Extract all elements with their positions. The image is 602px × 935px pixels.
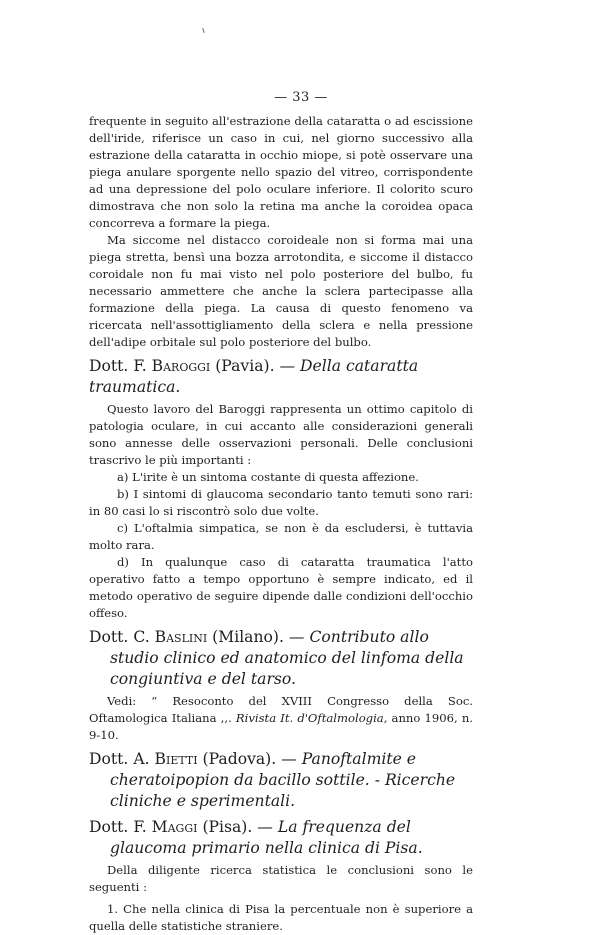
entry-dott: Dott. F. (89, 357, 152, 375)
paragraph-3: Questo lavoro del Baroggi rappresenta un ottimo capitolo di patologia oculare, in cui accanto alle considerazioni generali sono annesse delle osservazioni personali. Delle conclusioni trascrivo le più importanti : (89, 402, 473, 467)
paragraph-1: frequente in seguito all'estrazione della cataratta o ad escissione dell'iride, riferisce un caso in cui, nel giorno successivo alla estrazione della cataratta in occhio miope, si potè osservare una piega anulare sporgente nello spazio del vitreo, corrispondente ad una depressione del polo oculare inferiore. Il colorito scuro dimostrava che non solo la retina ma anche la coroidea opaca concorreva a formare la piega. (89, 114, 473, 230)
paragraph-vedi (89, 693, 473, 744)
item-b: b) I sintomi di glaucoma secondario tanto temuti sono rari: in 80 casi lo si riscontrò solo due volte. (89, 487, 473, 518)
item-c: c) L'oftalmia simpatica, se non è da escludersi, è tuttavia molto rara. (89, 521, 473, 552)
vedi-text: Vedi: “ Resoconto del XVIII Congresso della Soc. Oftamologica Italiana ,,. (89, 694, 473, 725)
entry-place: (Pavia). — (210, 357, 301, 375)
entry-author: Maggi (151, 818, 198, 836)
entry-baroggi (89, 356, 473, 398)
entry-author: Baslini (154, 628, 208, 646)
entry-title: Panoftalmite e cheratoipopion da bacillo sottile. - Ricerche cliniche e sperimentali. (110, 750, 456, 810)
paragraph-5: Della diligente ricerca statistica le conclusioni sono le seguenti : (89, 863, 473, 894)
entry-place: (Milano). — (207, 628, 310, 646)
entry-author: Bietti (154, 750, 198, 768)
item-d: d) In qualunque caso di cataratta traumatica l'atto operativo fatto a tempo opportuno è sempre indicato, ed il metodo operativo de seguire dipende dalle condizioni dell'occhio offeso. (89, 555, 473, 620)
paragraph-2: Ma siccome nel distacco coroideale non si forma mai una piega stretta, bensì una bozza arrotondita, e siccome il distacco coroidale non fu mai visto nel polo posteriore del bulbo, fu necessario ammettere che anche la sclera partecipasse alla formazione della piega. La causa di questo fenomeno va ricercata nell'assottigliamento della sclera e nella pressione dell'adipe orbitale sul polo posteriore del bulbo. (89, 233, 473, 349)
vedi-details: anno 1906, n. 9-10. (89, 711, 473, 742)
entry-bietti (89, 749, 473, 812)
entry-title: Della cataratta traumatica. (89, 357, 419, 396)
entry-place: (Padova). — (197, 750, 302, 768)
entry-author: Baroggi (151, 357, 211, 375)
entry-title: La frequenza del glaucoma primario nella clinica di Pisa. (110, 818, 423, 857)
item-a: a) L'irite è un sintoma costante di questa affezione. (117, 470, 419, 484)
paragraph-6: 1. Che nella clinica di Pisa la percentuale non è superiore a quella delle statistiche straniere. (89, 902, 473, 933)
page-body (89, 113, 473, 935)
entry-maggi (89, 817, 473, 859)
page-number: — 33 — (274, 90, 328, 105)
entry-dott: Dott. C. (89, 628, 155, 646)
vedi-journal: Rivista It. d'Oftalmologia, (235, 711, 388, 725)
entry-dott: Dott. F. (89, 818, 152, 836)
entry-place: (Pisa). — (197, 818, 278, 836)
entry-dott: Dott. A. (89, 750, 155, 768)
ink-mark (202, 28, 205, 33)
entry-baslini (89, 627, 473, 690)
entry-title: Contributo allo studio clinico ed anatomico del linfoma della congiuntiva e del tarso. (110, 628, 464, 688)
